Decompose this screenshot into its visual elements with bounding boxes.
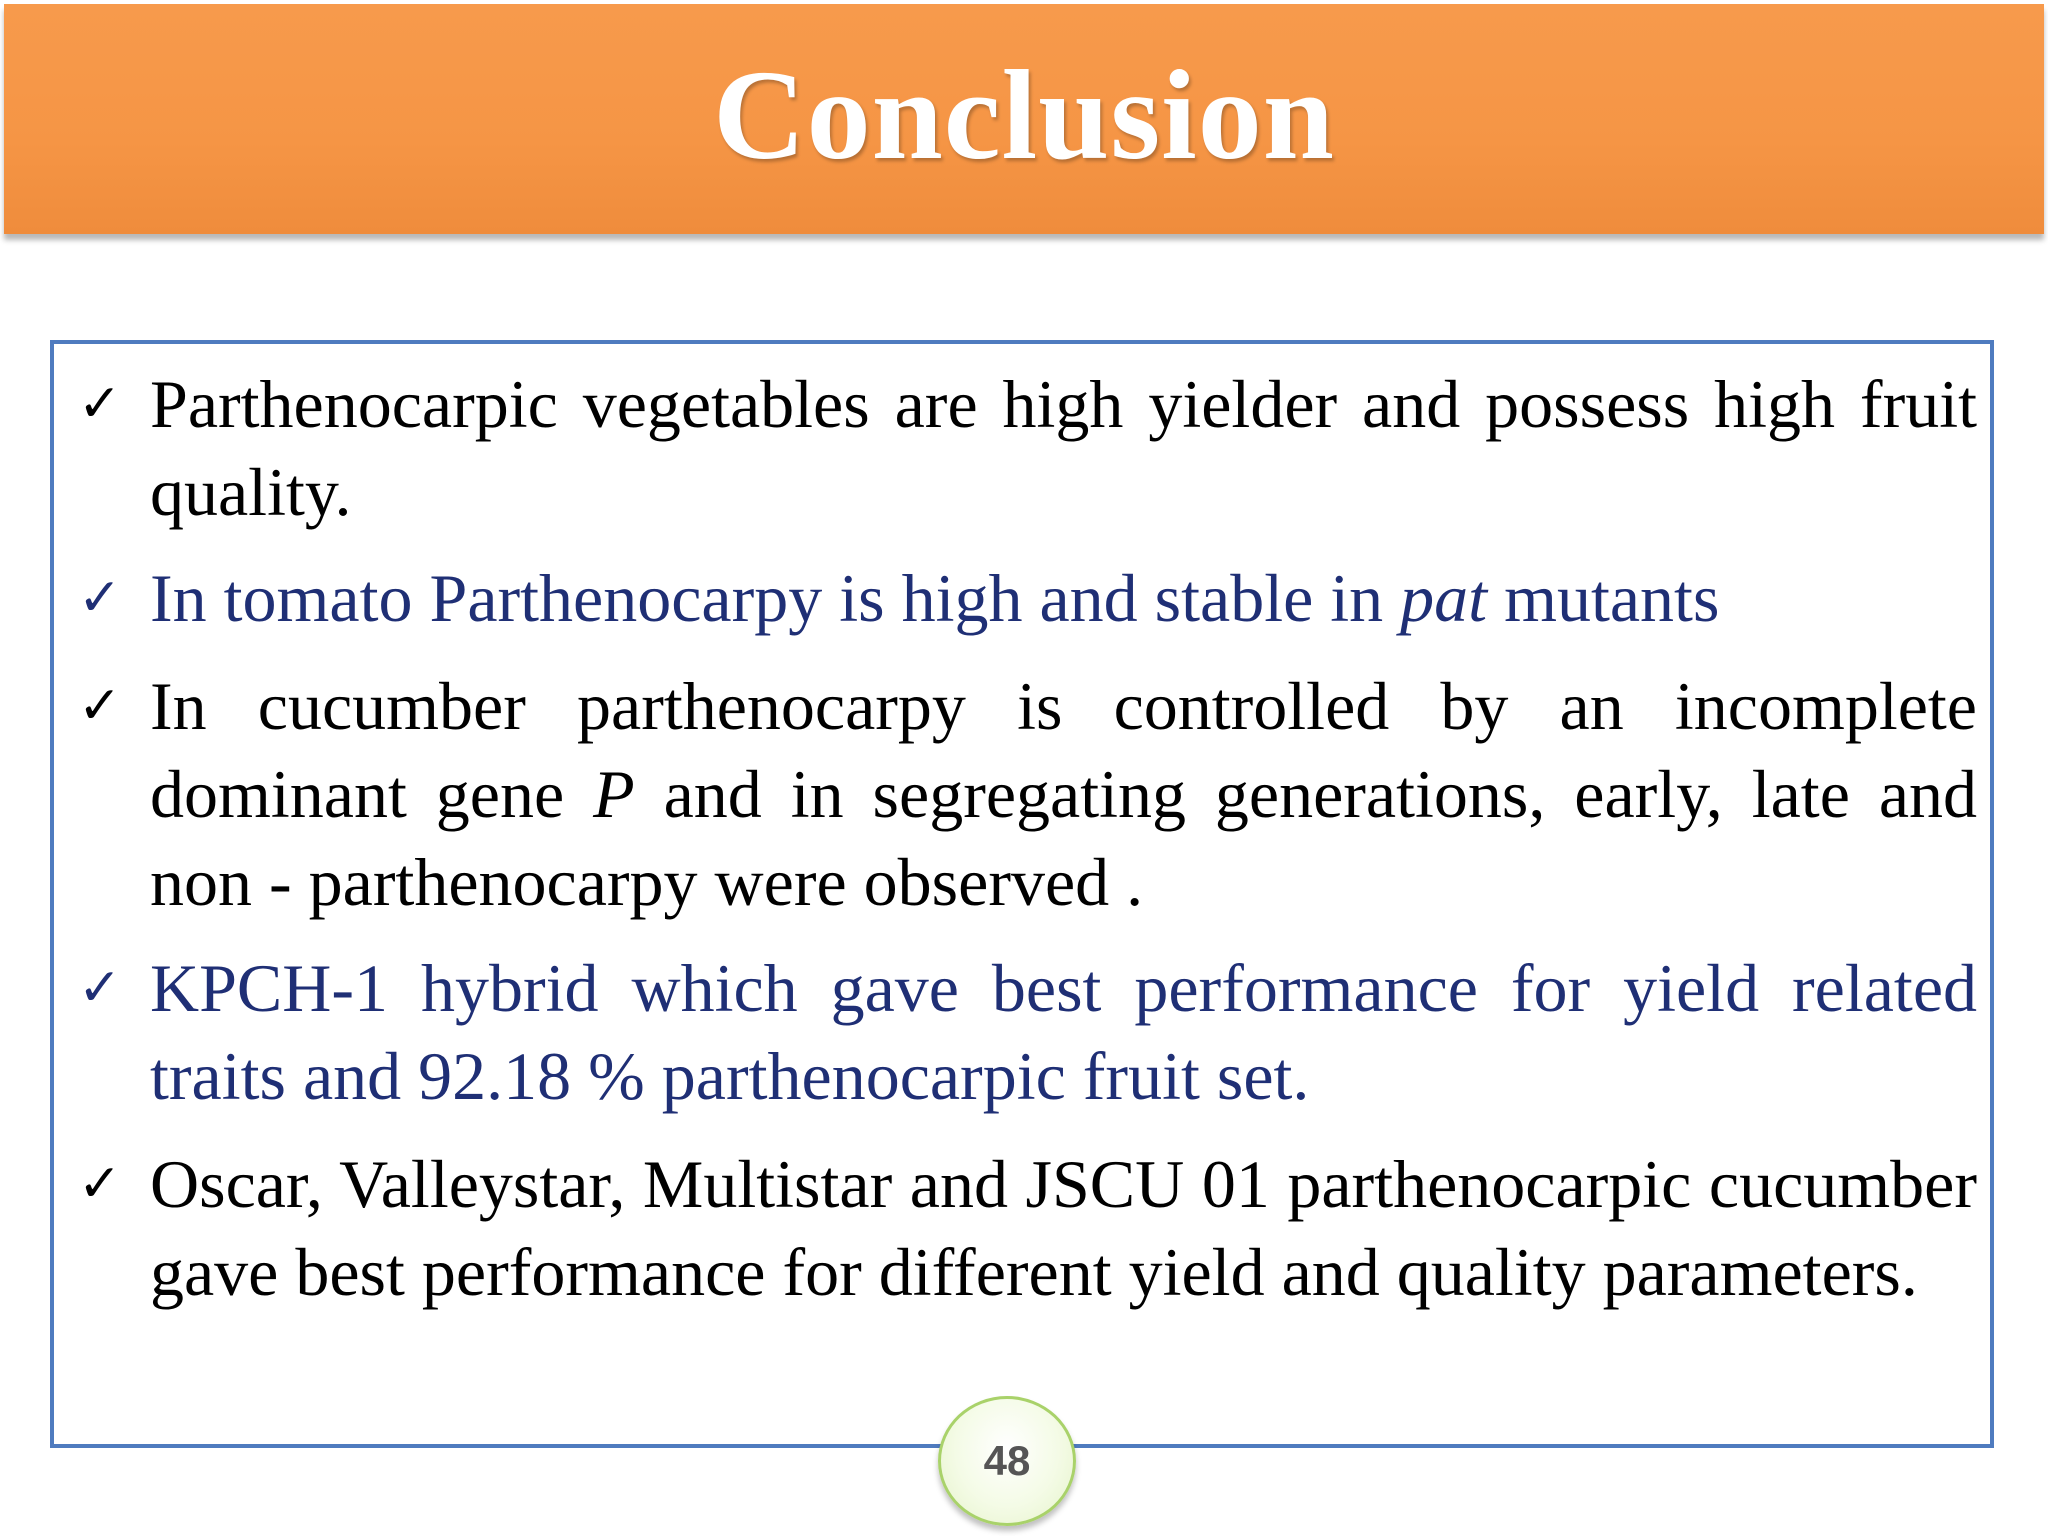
bullet-text-italic: P: [593, 756, 635, 832]
bullet-text-part: In cucumber parthenocarpy is controlled by an incomplete dominant gene: [150, 668, 1977, 832]
title-bar: [4, 4, 2044, 234]
bullet-text: Oscar, Valleystar, Multistar and JSCU 01 parthenocarpic cucumber gave best performance for different yield and quality parameters.: [150, 1146, 1977, 1310]
bullet-text-italic: pat: [1400, 560, 1488, 636]
check-icon: ✓: [78, 1154, 122, 1214]
content-box: [50, 340, 1994, 1448]
page-number-badge: [938, 1396, 1076, 1526]
bullet-text: KPCH-1 hybrid which gave best performance for yield related traits and 92.18 % parthenocarpic fruit set.: [150, 950, 1977, 1114]
bullet-text-part: and in segregating generations, early, late and non - parthenocarpy were observed .: [150, 756, 1977, 920]
bullet-text: [150, 662, 1977, 926]
check-icon: ✓: [78, 958, 122, 1018]
check-icon: ✓: [78, 568, 122, 628]
page-number: 48: [983, 1437, 1031, 1484]
bullet-text-part: mutants: [1487, 560, 1720, 636]
slide-title: Conclusion: [713, 44, 1335, 186]
bullet-text: Parthenocarpic vegetables are high yielder and possess high fruit quality.: [150, 366, 1977, 530]
bullet-text: [150, 554, 1977, 642]
check-icon: ✓: [78, 676, 122, 736]
check-icon: ✓: [78, 374, 122, 434]
bullet-text-part: In tomato Parthenocarpy is high and stable in: [150, 560, 1401, 636]
